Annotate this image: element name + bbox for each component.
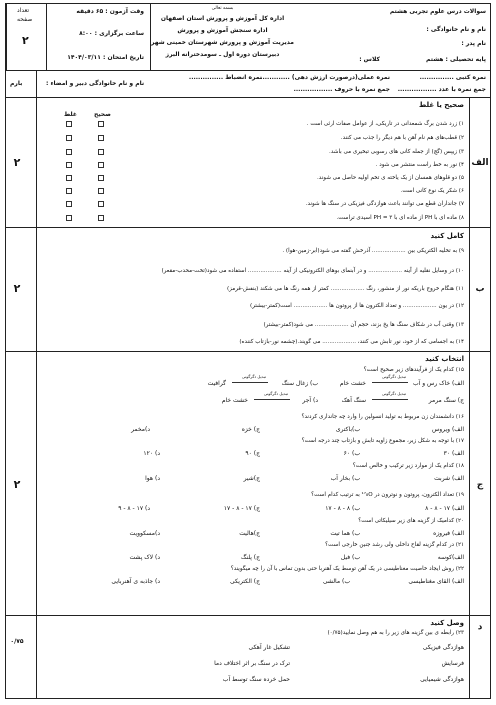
fill-item: ۱۳) وقتی آب در شکاف سنگ ها یخ بزند، حجم آن ................... می شود(کمتر-بیشتر) <box>263 322 464 328</box>
section-title: صحیح یا غلط <box>419 101 464 109</box>
q15-option-d[interactable]: د) آجر <box>302 397 318 404</box>
section-score: ۰/۷۵ <box>10 638 24 645</box>
teacher-sign: نام و نام خانوادگی دبیر و امضاء : <box>46 80 145 87</box>
true-checkbox[interactable] <box>98 201 104 207</box>
section-letter: الف <box>471 158 489 168</box>
fill-item: ۱۲) در یون ................... و تعداد الکترون ها از پروتون ها ................... است(کمتر-بیشتر) <box>250 303 464 309</box>
q19-option[interactable]: ب) ۸ - ۸ - ۱۷ <box>325 505 360 512</box>
exam-title: سوالات درس علوم تجربی هشتم <box>389 8 486 15</box>
page-count: ۲ <box>22 34 29 47</box>
q21-option[interactable]: ب) فیل <box>340 554 360 561</box>
false-checkbox[interactable] <box>66 188 72 194</box>
q22-option[interactable]: ب) مالشی <box>322 578 350 585</box>
section-letter: ب <box>475 284 485 294</box>
tf-item: ۳) زیپس (گچ) از جمله کانی های رسوبی تبخیری می باشد. <box>329 149 464 155</box>
true-checkbox[interactable] <box>98 188 104 194</box>
arrow-label: تبدیل دگرگونی <box>381 391 406 396</box>
org-line-4: دبیرستان دوره اول ـ سومدخترانه البرز <box>165 51 280 58</box>
q18-option[interactable]: د) هوا <box>145 475 160 482</box>
fill-item: ۱۱) هنگام خروج باریکه نور از منشور، رنگ ................... کمتر از همه رنگ ها می شکند (بنفش-قرمز) <box>226 286 464 292</box>
match-left-item[interactable]: تشکیل غار آهکی <box>248 644 290 651</box>
exam-duration: وقت آزمون : ۶۵ دقیقه <box>76 8 144 15</box>
father-label: نام پدر : <box>461 40 486 47</box>
q16-option[interactable]: الف) ویروس <box>431 426 464 433</box>
score-written: نمره کتبی ............... <box>419 74 486 81</box>
grading-row <box>6 70 490 98</box>
false-checkbox[interactable] <box>66 121 72 127</box>
q20-option[interactable]: د)مسکوویت <box>129 530 160 537</box>
col-true: صحیح <box>94 111 111 118</box>
q18-option[interactable]: ب) بخار آب <box>330 475 360 482</box>
arrow-line <box>372 399 408 400</box>
match-right-item[interactable]: هوازدگی شیمیایی <box>420 676 464 683</box>
q21-option[interactable]: ج) پلنگ <box>241 554 260 561</box>
org-line-3: مدیریت آموزش و پرورش شهرستان خمینی شهر <box>151 39 294 46</box>
section-letter: ج <box>476 480 484 490</box>
q15-option-b[interactable]: ب) زغال سنگ <box>281 380 318 387</box>
q17-option[interactable]: ج) ۹۰ <box>245 450 260 457</box>
q16-option[interactable]: ج) خزه <box>241 426 260 433</box>
score-practical: نمره عملی(درصورت ارزش دهی) ............. <box>260 74 390 81</box>
exam-date: تاریخ امتحان : ۱۴۰۴/۰۳/۱۱ <box>67 54 144 61</box>
section-title: انتخاب کنید <box>425 355 464 363</box>
arrow-label: تبدیل دگرگونی <box>263 391 288 396</box>
question-16: ۱۶) دانشمندان زن مربوط به تولید انسولین را وارد چه جانداری کردند؟ <box>301 414 464 420</box>
section-true-false <box>6 98 490 228</box>
section-letter: د <box>477 622 483 632</box>
question-20: ۲۰) کدامیک از گزینه های زیر سیلیکاتی است؟ <box>358 518 464 524</box>
name-label: نام و نام خانوادگی : <box>426 26 486 33</box>
question-22: ۲۲) روش ایجاد خاصیت مغناطیسی در یک آهن توسط یک آهنربا حتی بدون تماس با آن را چه میگویند؟ <box>230 566 464 572</box>
page-count-box <box>6 4 46 70</box>
q15-option-a[interactable]: الف) خاک رس و آب <box>412 380 464 387</box>
fill-item: ۱۰) در وسایل نقلیه از آینه ................... و در آبنمای بوهای الکترونیکی از آینه ................... استفاده می شود(تخت-محدب-مقعر) <box>161 268 464 274</box>
section-score: ۲ <box>13 478 21 491</box>
arrow-line <box>372 382 408 383</box>
arrow-label: تبدیل دگرگونی <box>381 374 406 379</box>
q21-option[interactable]: د) لاک پشت <box>129 554 160 561</box>
question-23: ۲۳) رابطه ی بین گزینه های زیر را به هم وصل نمایید(۰/۷۵) <box>327 630 464 636</box>
score-column-divider <box>36 70 37 97</box>
match-left-item[interactable]: حمل خرده سنگ توسط آب <box>222 676 290 683</box>
q17-option[interactable]: ب) ۶۰ <box>343 450 360 457</box>
false-checkbox[interactable] <box>66 135 72 141</box>
match-right-item[interactable]: فرسایش <box>441 660 464 667</box>
match-right-item[interactable]: هوازدگی فیزیکی <box>422 644 464 651</box>
q19-option[interactable]: ج) ۱۷ - ۸ - ۱۷ <box>223 505 260 512</box>
true-checkbox[interactable] <box>98 121 104 127</box>
q22-option[interactable]: الف) القای مغناطیسی <box>408 578 464 585</box>
exam-sheet <box>5 3 491 699</box>
section-score: ۲ <box>13 282 21 295</box>
true-checkbox[interactable] <box>98 135 104 141</box>
false-checkbox[interactable] <box>66 162 72 168</box>
question-19: ۱۹) تعداد الکترون، پروتون و نوترون در ‎¹⁷₈O به ترتیب کدام است؟ <box>311 492 464 498</box>
q16-option[interactable]: ب)باکتری <box>335 426 360 433</box>
q15-word: سنگ آهک <box>341 397 366 404</box>
org-box <box>150 4 294 70</box>
q20-option[interactable]: ب) هما تیت <box>330 530 360 537</box>
q15-word: خشت خام <box>339 380 366 387</box>
score-column-divider <box>36 98 37 227</box>
true-checkbox[interactable] <box>98 149 104 155</box>
match-left-item[interactable]: ترک در سنگ بر اثر اختلاف دما <box>214 660 290 667</box>
arrow-line <box>232 382 268 383</box>
tf-item: ۸) ماده ای با PH از ماده ای با PH = ۳ اسیدی تراست. <box>336 215 464 221</box>
org-line-1: اداره کل آموزش و پرورش استان اصفهان <box>160 15 285 22</box>
q15-option-c[interactable]: ج) سنگ مرمر <box>428 397 464 404</box>
count-label: تعداد <box>17 7 30 14</box>
q18-option[interactable]: الف) شربت <box>434 475 464 482</box>
tf-item: ۷) جانداران قطع می توانند باعث هوازدگی فیزیکی در سنگ ها شوند. <box>305 201 464 207</box>
false-checkbox[interactable] <box>66 215 72 221</box>
col-false: غلط <box>64 111 77 118</box>
q18-option[interactable]: ج)شیر <box>243 475 260 482</box>
q19-option[interactable]: الف) ۱۷ - ۸ - ۸ <box>425 505 464 512</box>
section-multiple-choice <box>6 352 490 616</box>
section-score: ۲ <box>13 156 21 169</box>
total-letters: جمع نمره با حروف ................. <box>293 86 390 93</box>
question-21: ۲۱) در کدام گزینه لقاح داخلی ولی رشد جنین خارجی است؟ <box>325 542 464 548</box>
question-17: ۱۷) با توجه به شکل زیر، مجموع زاویه تابش و بازتاب چند درجه است؟ <box>301 438 464 444</box>
false-checkbox[interactable] <box>66 175 72 181</box>
section-title: وصل کنید <box>430 619 464 627</box>
score-column-divider <box>36 352 37 615</box>
org-line-2: اداره سنجش آموزش و پرورش <box>177 27 268 34</box>
score-discipline: نمره انضباط ............... <box>188 74 262 81</box>
q20-option[interactable]: الف) فیروزه <box>433 530 464 537</box>
q17-option[interactable]: د) ۱۲۰ <box>143 450 160 457</box>
tf-item: ۲) قطب‌های هم نام آهن با هم دیگر را جذب می کنند. <box>340 135 464 141</box>
page-label: صفحه <box>17 16 33 23</box>
q21-option[interactable]: الف)کوسه <box>437 554 464 561</box>
true-checkbox[interactable] <box>98 162 104 168</box>
q16-option[interactable]: د)مخمر <box>131 426 150 433</box>
false-checkbox[interactable] <box>66 149 72 155</box>
score-column-divider <box>36 616 37 698</box>
student-box <box>294 4 490 70</box>
q22-option[interactable]: د) جاذبه ی آهنربایی <box>111 578 160 585</box>
basmala: بسمه تعالی <box>211 6 234 11</box>
true-checkbox[interactable] <box>98 175 104 181</box>
true-checkbox[interactable] <box>98 215 104 221</box>
arrow-line <box>254 399 290 400</box>
fill-item: ۹) به تخلیه الکتریکی بین ................... آذرخش گفته می شود(ابر-زمین-هوا) . <box>282 248 464 254</box>
false-checkbox[interactable] <box>66 201 72 207</box>
tf-item: ۵) دو قلوهای همسان از یک یاخته ی تخم اولیه حاصل می شوند. <box>317 175 464 181</box>
tf-item: ۱) زرد شدن برگ شمعدانی در تاریکی، از عوامل صفات ارثی است . <box>306 121 464 127</box>
class-label: کلاس : <box>359 56 380 63</box>
question-15: ۱۵) کدام یک از فرآیندهای زیر صحیح است؟ <box>363 367 464 373</box>
tf-item: ۴) نور به خط راست منتشر می شود . <box>375 162 464 168</box>
section-title: کامل کنید <box>430 232 464 240</box>
grade-label: پایه تحصیلی : هشتم <box>426 56 486 63</box>
q20-option[interactable]: ج)هالیت <box>239 530 260 537</box>
score-column-divider <box>36 228 37 351</box>
score-head: بارم <box>10 80 23 87</box>
time-box <box>46 4 150 70</box>
arrow-label: تبدیل دگرگونی <box>241 374 266 379</box>
section-fill-in <box>6 228 490 352</box>
total-number: جمع نمره با عدد ................. <box>397 86 486 93</box>
q19-option[interactable]: د) ۱۷ - ۸ - ۹ <box>118 505 150 512</box>
section-matching <box>6 616 490 698</box>
q17-option[interactable]: الف) ۳۰ <box>443 450 464 457</box>
q15-word: گرافیت <box>207 380 226 387</box>
question-18: ۱۸) کدام یک از موارد زیر ترکیب و خالص است؟ <box>352 463 464 469</box>
q15-word: خشت خام <box>221 397 248 404</box>
fill-item: ۱۴) به اجسامی که از خود، نور تابش می کنند، ................... می گویند.(چشمه نور-بازتاب کننده) <box>239 339 464 345</box>
start-time: ساعت برگزاری : ۸:۰۰ <box>79 30 144 37</box>
q22-option[interactable]: ج) الکتریکی <box>229 578 260 585</box>
tf-item: ۶) شکر یک نوع کانی است. <box>400 188 464 194</box>
exam-header <box>6 4 490 71</box>
